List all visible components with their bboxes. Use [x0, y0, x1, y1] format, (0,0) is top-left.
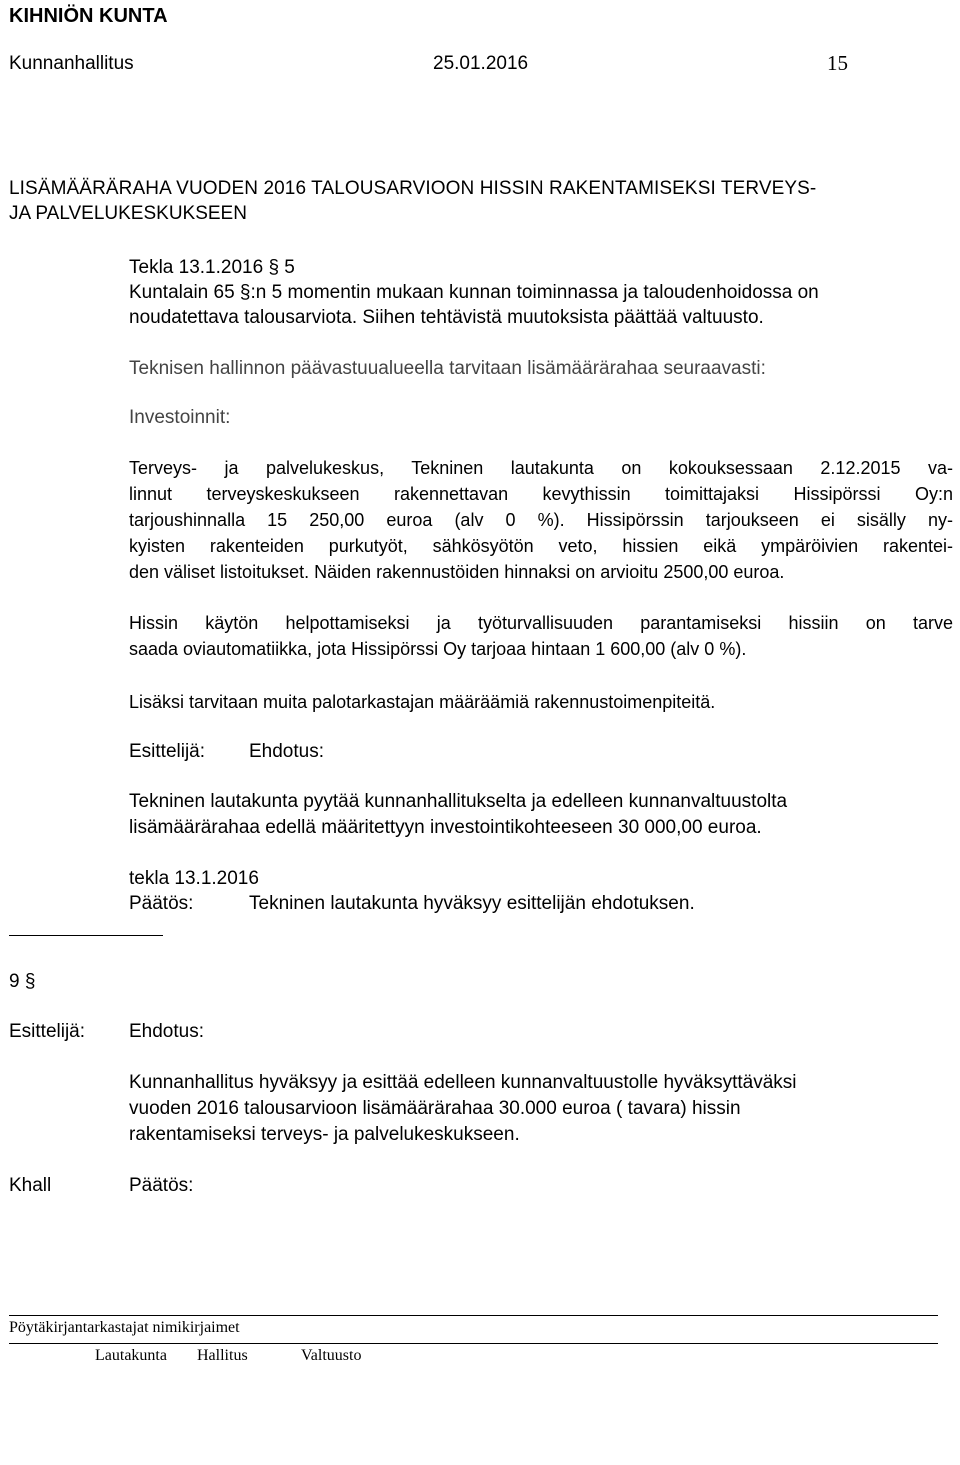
- paragraph-investment-details: [129, 455, 953, 585]
- tekla-reference: Tekla 13.1.2016 § 5: [129, 257, 295, 278]
- footer-col-valtuusto: Valtuusto: [301, 1347, 362, 1364]
- tekla-decision-reference: tekla 13.1.2016: [129, 868, 259, 889]
- tekla-decision-text: Tekninen lautakunta hyväksyy esittelijän ehdotuksen.: [249, 893, 695, 914]
- tekla-presenter-label: Esittelijä:: [129, 741, 206, 762]
- section-title-line-2: JA PALVELUKESKUKSEEN: [9, 203, 247, 224]
- footer-signatures-label: Pöytäkirjantarkastajat nimikirjaimet: [9, 1319, 240, 1336]
- khall-proposal-line-2: vuoden 2016 talousarvioon lisämäärärahaa 30.000 euroa ( tavara) hissin: [129, 1098, 741, 1119]
- tekla-decision-label: Päätös:: [129, 893, 194, 914]
- paragraph-line: tarjoushinnalla 15 250,00 euroa (alv 0 %). Hissipörssin tarjoukseen ei sisälly ny-: [129, 510, 953, 530]
- footer-rule-inner: [9, 1343, 938, 1344]
- section-divider: [9, 935, 163, 936]
- header-body: Kunnanhallitus: [9, 53, 134, 74]
- paragraph-fire-inspection: Lisäksi tarvitaan muita palotarkastajan määräämiä rakennustoimenpiteitä.: [129, 692, 716, 712]
- municipality-name: KIHNIÖN KUNTA: [9, 5, 168, 27]
- footer-rule: [9, 1315, 938, 1316]
- section-title-line-1: LISÄMÄÄRÄRAHA VUODEN 2016 TALOUSARVIOON HISSIN RAKENTAMISEKSI TERVEYS-: [9, 178, 817, 199]
- investments-heading: Investoinnit:: [129, 407, 231, 428]
- intro-line-2: noudatettava talousarviota. Siihen tehtävistä muutoksista päättää valtuusto.: [129, 307, 764, 328]
- paragraph-line: linnut terveyskeskukseen rakennettavan kevythissin toimittajaksi Hissipörssi Oy:n: [129, 484, 953, 504]
- intro-line-1: Kuntalain 65 §:n 5 momentin mukaan kunnan toiminnassa ja taloudenhoidossa on: [129, 282, 819, 303]
- khall-proposal-label: Ehdotus:: [129, 1021, 204, 1042]
- khall-presenter-label: Esittelijä:: [9, 1021, 86, 1042]
- khall-body-label: Khall: [9, 1175, 52, 1196]
- paragraph-line: den väliset listoitukset. Näiden rakennustöiden hinnaksi on arvioitu 2500,00 euroa.: [129, 562, 785, 582]
- paragraph-line: saada oviautomatiikka, jota Hissipörssi Oy tarjoaa hintaan 1 600,00 (alv 0 %).: [129, 639, 747, 659]
- khall-section-number: 9 §: [9, 971, 36, 992]
- khall-proposal-line-3: rakentamiseksi terveys- ja palvelukeskukseen.: [129, 1124, 520, 1145]
- intro-line-3: Teknisen hallinnon päävastuualueella tarvitaan lisämäärärahaa seuraavasti:: [129, 358, 766, 379]
- footer-col-lautakunta: Lautakunta: [95, 1347, 167, 1364]
- paragraph-line: kyisten rakenteiden purkutyöt, sähkösyötön veto, hissien eikä ympäröivien rakentei-: [129, 536, 953, 556]
- paragraph-line: Hissin käytön helpottamiseksi ja työturvallisuuden parantamiseksi hissiin on tarve: [129, 613, 953, 633]
- paragraph-line: Terveys- ja palvelukeskus, Tekninen lautakunta on kokouksessaan 2.12.2015 va-: [129, 458, 953, 478]
- tekla-proposal-label: Ehdotus:: [249, 741, 324, 762]
- paragraph-door-automation: [129, 610, 953, 662]
- page-number: 15: [827, 51, 848, 75]
- header-date: 25.01.2016: [433, 53, 529, 74]
- khall-decision-label: Päätös:: [129, 1175, 194, 1196]
- tekla-proposal-line-2: lisämäärärahaa edellä määritettyyn investointikohteeseen 30 000,00 euroa.: [129, 817, 762, 838]
- footer-col-hallitus: Hallitus: [197, 1347, 248, 1364]
- tekla-proposal-line-1: Tekninen lautakunta pyytää kunnanhallitukselta ja edelleen kunnanvaltuustolta: [129, 791, 788, 812]
- khall-proposal-line-1: Kunnanhallitus hyväksyy ja esittää edelleen kunnanvaltuustolle hyväksyttäväksi: [129, 1072, 797, 1093]
